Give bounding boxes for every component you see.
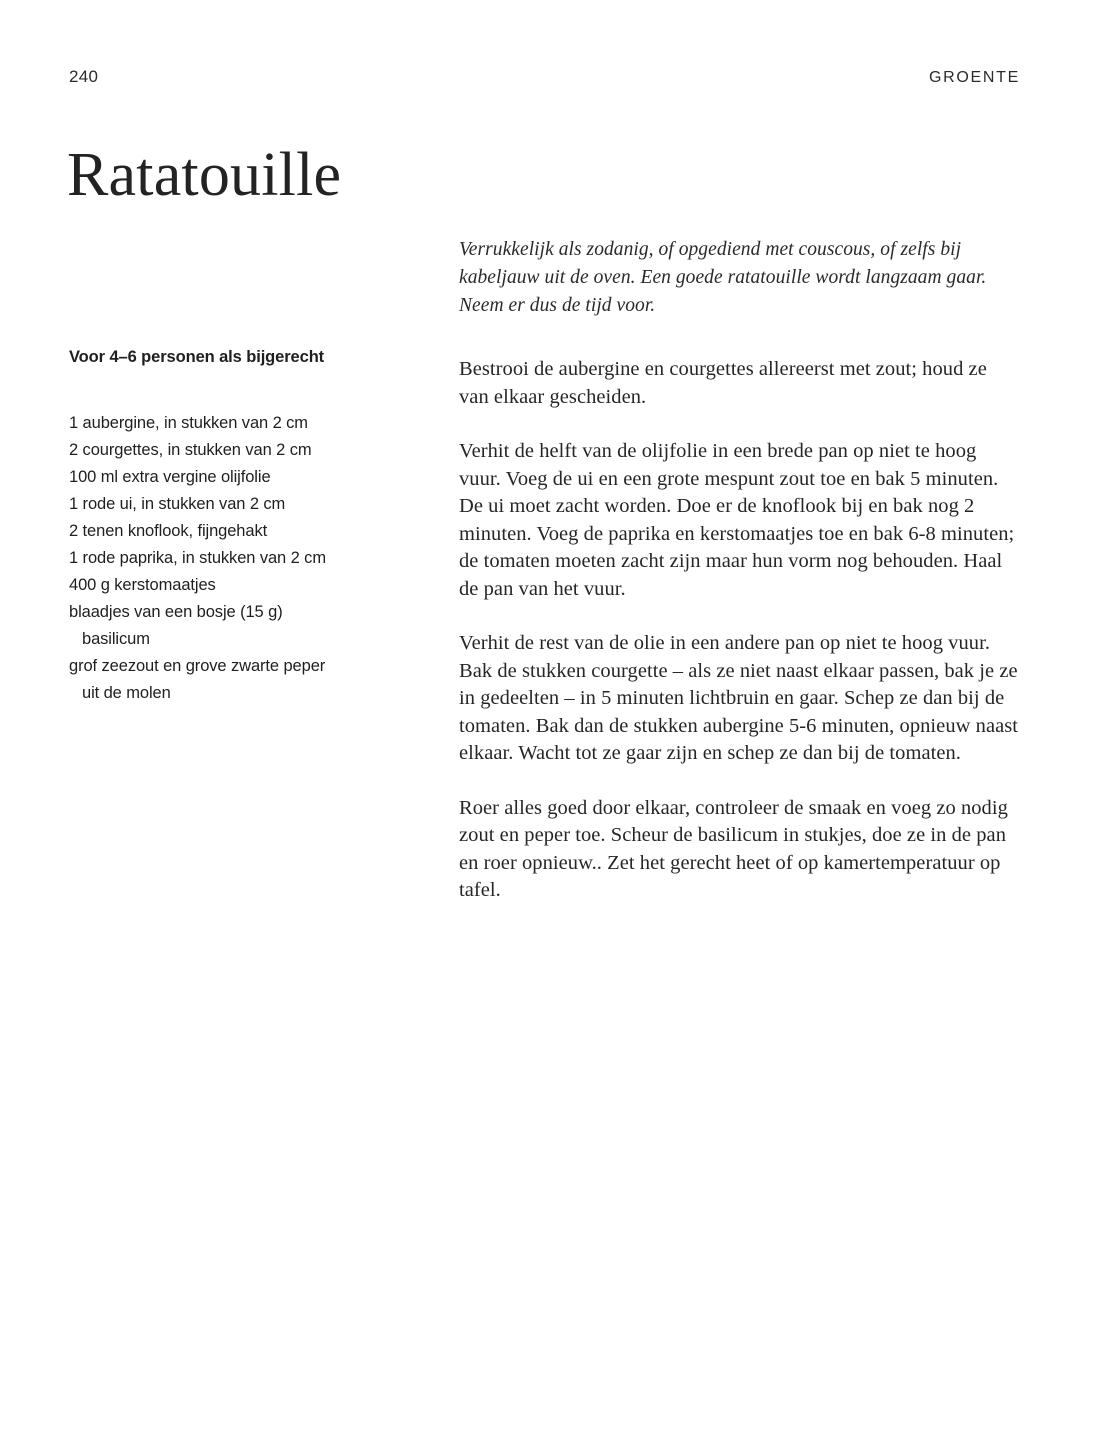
servings-heading: Voor 4–6 personen als bijgerecht: [69, 348, 325, 366]
instruction-step: Verhit de rest van de olie in een andere pan op niet te hoog vuur. Bak de stukken courgette – als ze niet naast elkaar passen, bak je ze in gedeelten – in 5 minuten lichtbruin en gaar. Schep ze dan bij de tomaten. Bak dan de stukken aubergine 5-6 minuten, opnieuw naast elkaar. Wacht tot ze gaar zijn en schep ze dan bij de tomaten.: [459, 632, 1019, 764]
ingredient-item: 1 rode ui, in stukken van 2 cm: [69, 495, 286, 514]
ingredients-list: [69, 410, 409, 707]
running-head: [69, 68, 1020, 90]
ingredient-item: 2 tenen knoflook, fijngehakt: [69, 522, 268, 541]
steps-list: [459, 356, 1021, 905]
ingredient-item: 400 g kerstomaatjes: [69, 576, 216, 595]
ingredient-item: grof zeezout en grove zwarte peper: [69, 657, 326, 676]
ingredient-item: 1 aubergine, in stukken van 2 cm: [69, 414, 308, 433]
ingredient-item: uit de molen: [82, 684, 171, 703]
ingredient-item: blaadjes van een bosje (15 g): [69, 603, 283, 622]
ingredient-item: 100 ml extra vergine olijfolie: [69, 468, 271, 487]
instruction-step: Bestrooi de aubergine en courgettes allereerst met zout; houd ze van elkaar gescheiden.: [459, 358, 987, 408]
ingredient-item: basilicum: [82, 630, 150, 649]
ingredients-column: [69, 236, 409, 703]
section-title: GROENTE: [928, 69, 1020, 86]
ingredient-item: 2 courgettes, in stukken van 2 cm: [69, 441, 312, 460]
page-title: Ratatouille: [67, 141, 342, 209]
body-columns: [69, 236, 1020, 1380]
instructions-column: [459, 236, 1021, 905]
ingredient-item: 1 rode paprika, in stukken van 2 cm: [69, 549, 326, 568]
instruction-step: Verhit de helft van de olijfolie in een brede pan op niet te hoog vuur. Voeg de ui en een grote mespunt zout toe en bak 5 minuten. De ui moet zacht worden. Doe er de knoflook bij en bak nog 2 minuten. Voeg de paprika en kerstomaatjes toe en bak 6-8 minuten; de tomaten moeten zacht zijn maar hun vorm nog behouden. Haal de pan van het vuur.: [459, 440, 1015, 600]
instruction-step: Roer alles goed door elkaar, controleer de smaak en voeg zo nodig zout en peper toe. Scheur de basilicum in stukjes, doe ze in de pan en roer opnieuw.. Zet het gerecht heet of op kamertemperatuur op tafel.: [459, 796, 1008, 901]
recipe-intro: Verrukkelijk als zodanig, of opgediend met couscous, of zelfs bij kabeljauw uit de oven. Een goede ratatouille wordt langzaam gaar. Neem er dus de tijd voor.: [459, 239, 987, 316]
page-number: 240: [69, 67, 99, 86]
